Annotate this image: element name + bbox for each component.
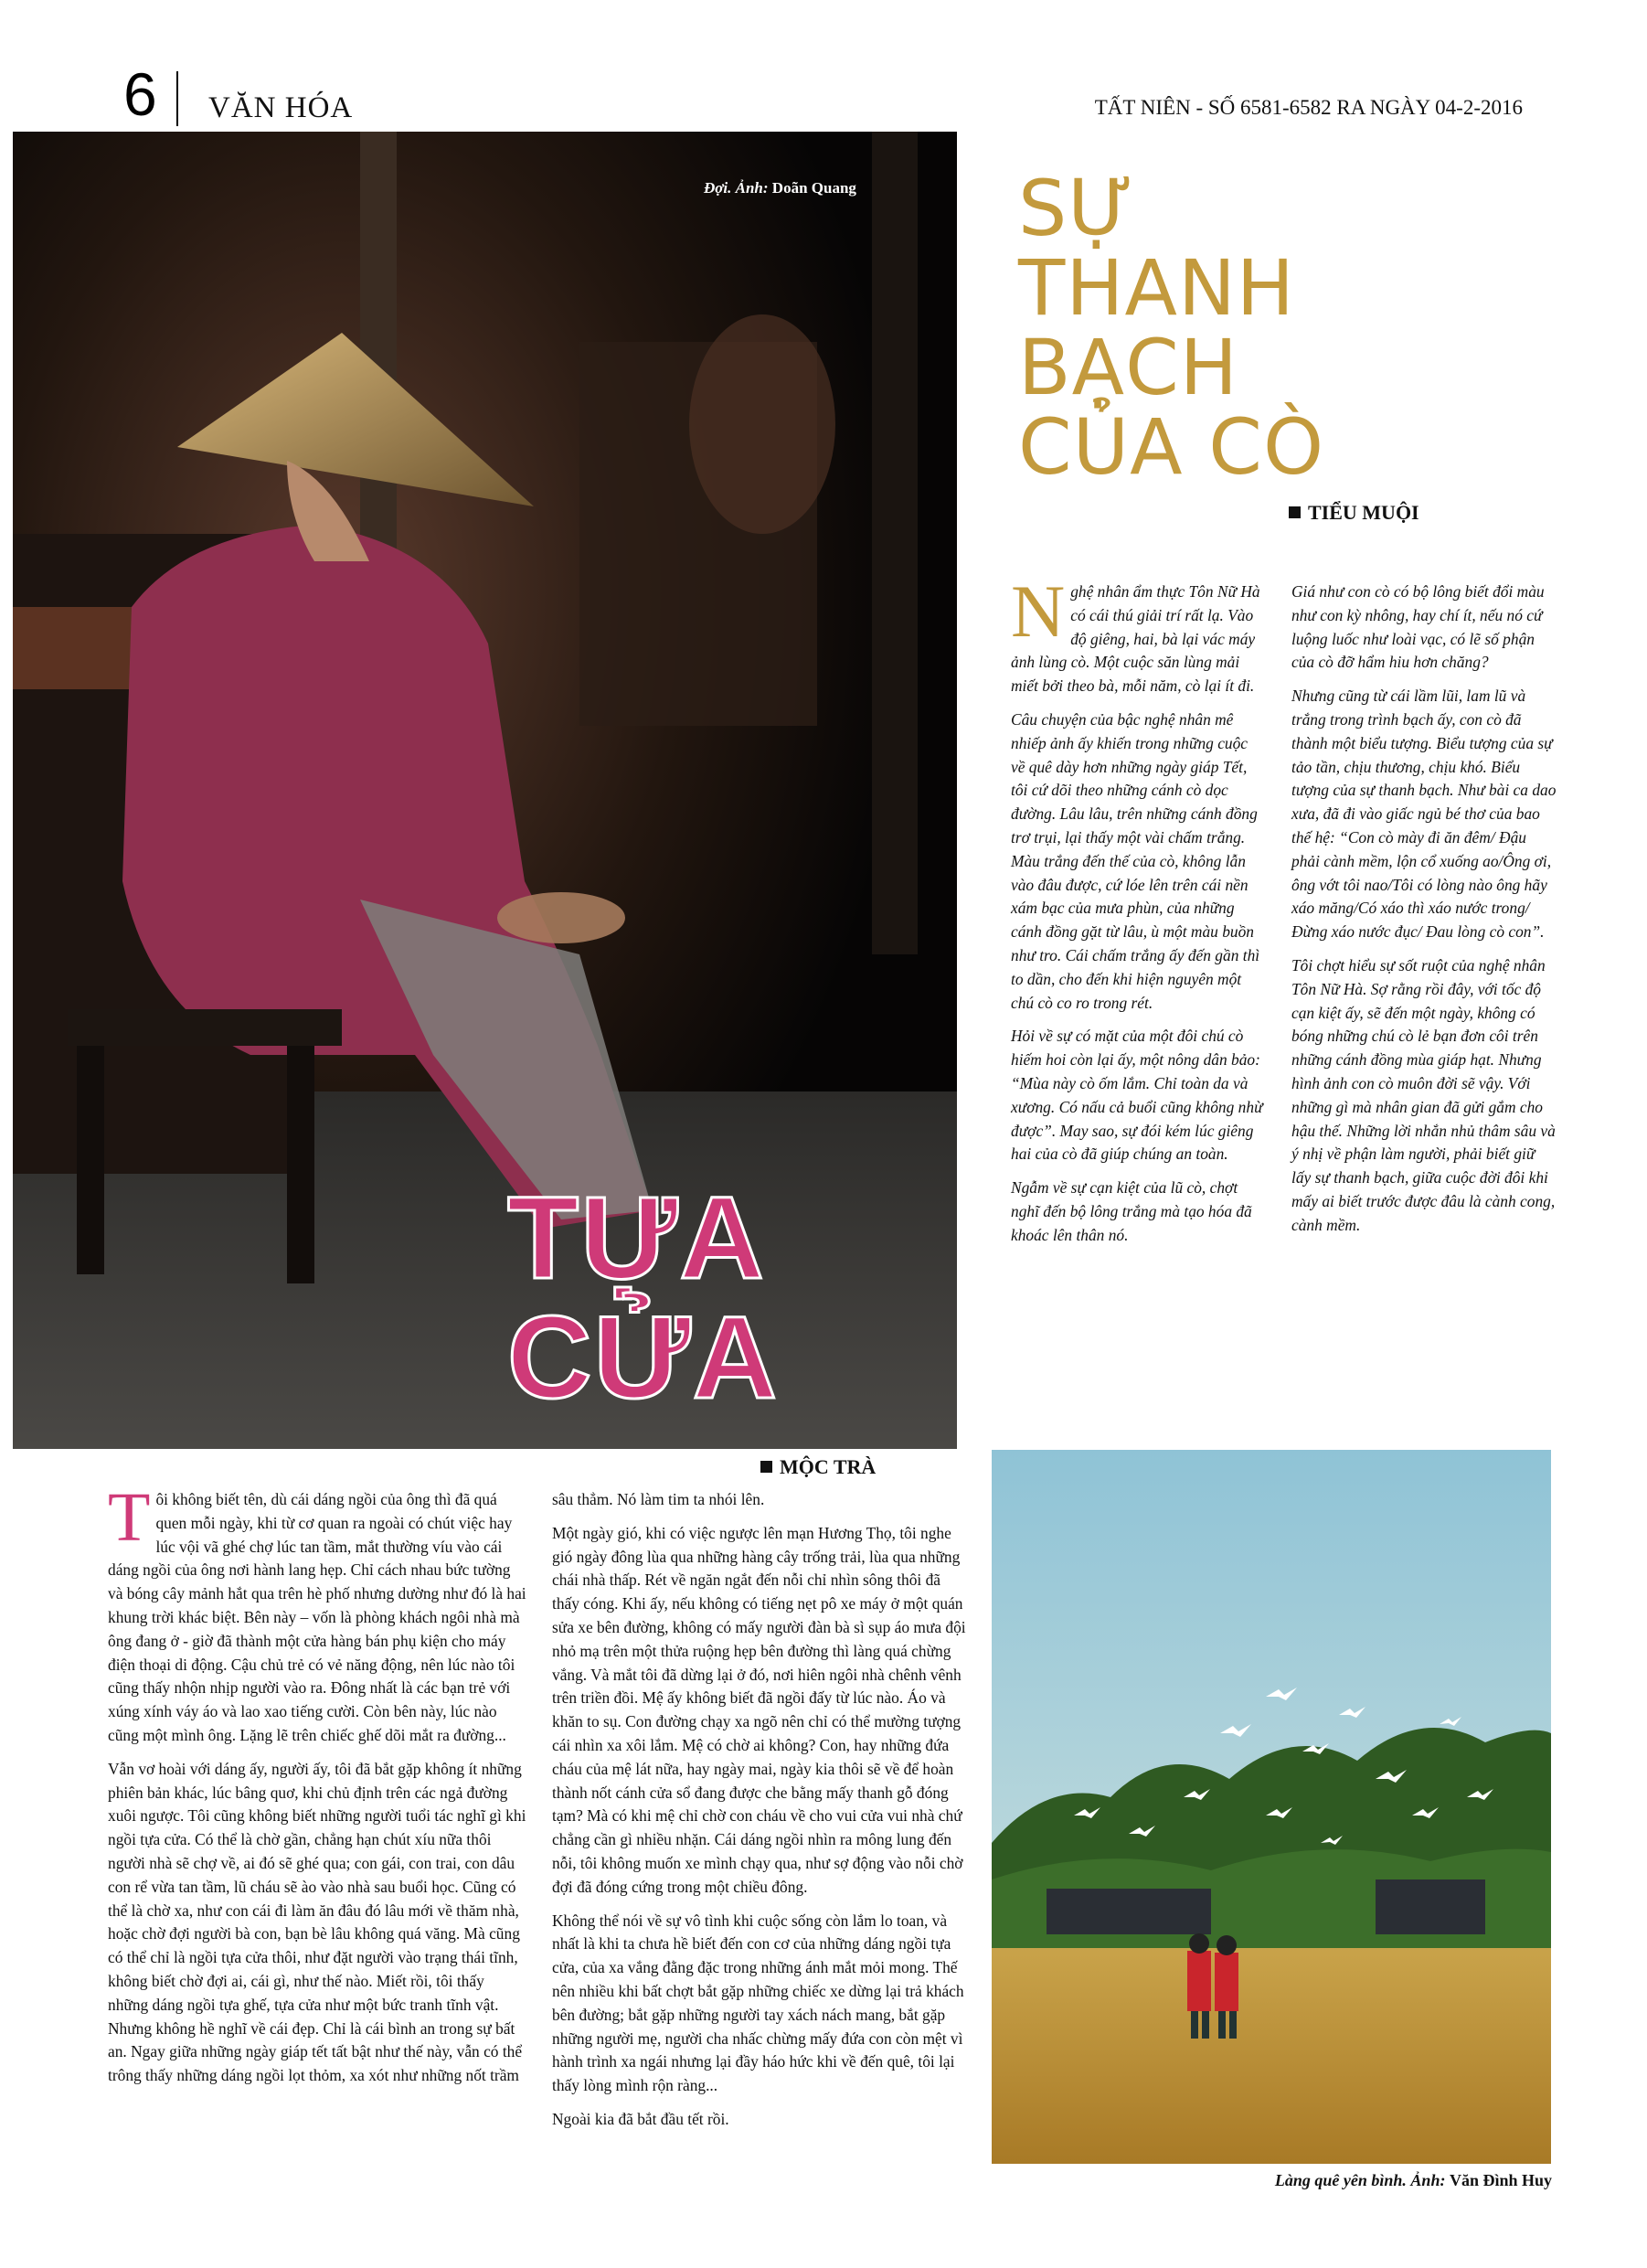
article1-author-name: MỘC TRÀ xyxy=(780,1455,877,1478)
article2-paragraph xyxy=(1011,570,1265,698)
article2-author xyxy=(1289,501,1419,525)
article2-title-line: SỰ xyxy=(1018,164,1135,253)
article2-column-1 xyxy=(1011,570,1265,1258)
photo-rice-field-egrets xyxy=(992,1450,1551,2164)
article2-paragraph: Tôi chợt hiểu sự sốt ruột của nghệ nhân Tôn Nữ Hà. Sợ rằng rồi đây, với tốc độ cạn kiệt ấy, sẽ đến một ngày, không có bóng những chú cò lẻ bạn đơn côi trên những cánh đồng mùa giáp hạt. Nhưng hình ảnh con cò muôn đời sẽ vậy. Với những gì mà nhân gian đã gửi gắm cho hậu thế. Những lời nhắn nhủ thâm sâu và ý nhị về phận làm người, phải biết giữ lấy sự thanh bạch, giữa cuộc đời đôi khi mấy ai biết trước được đâu là cành cong, cành mềm. xyxy=(1291,955,1556,1234)
photo1-caption-prefix: Đợi. Ảnh: xyxy=(704,179,769,197)
article1-dropcap: T xyxy=(108,1479,151,1556)
article2-paragraph: Ngẫm về sự cạn kiệt của lũ cò, chợt nghĩ đến bộ lông trắng mà tạo hóa đã khoác lên thân nó. xyxy=(1011,1178,1252,1244)
article1-paragraph: Vẫn vơ hoài với dáng ấy, người ấy, tôi đã bắt gặp không ít những phiên bản khác, lúc bâng quơ, khi chủ định trên các ngả đường xuôi ngược. Tôi cũng không biết những người tuổi tác nghĩ gì khi ngồi tựa cửa. Có thể là chờ gần, chẳng hạn chút xíu nữa thôi người nhà sẽ chợ về, ai đó sẽ ghé qua; con gái, con trai, con dâu con rể vừa tan tầm, lũ cháu sẽ ào vào nhà sau buổi học. Cũng có thể là chờ xa, như con cái đi làm ăn đâu đó lâu mới về thăm nhà, hoặc chờ đợi người bà con, bạn bè lâu không quá văng. Mà cũng có thể chỉ là ngồi tựa cửa thôi, như đặt người vào trạng thái tĩnh, không biết chờ đợi ai, cái gì, như thế nào. Miết rồi, tôi thấy những dáng ngồi tựa ghế, tựa cửa như một bức tranh tĩnh vật. Nhưng không hề nghĩ về cái đẹp. Chỉ là cái bình an trong sự bất an. Ngay giữa những ngày giáp tết tất bật như thế này, vẫn có thể trông thấy những dáng ngồi lọt thỏm, xa xót như những nốt trầm xyxy=(108,1759,526,2085)
photo2-caption xyxy=(1275,2171,1552,2190)
article1-author xyxy=(760,1455,876,1479)
photo1-caption xyxy=(704,179,856,197)
article2-paragraph: Câu chuyện của bậc nghệ nhân mê nhiếp ảnh ấy khiến trong những cuộc về quê dày hơn những ngày giáp Tết, tôi cứ dõi theo những cánh cò dọc đường. Lâu lâu, trên những cánh đồng trơ trụi, lại thấy một vài chấm trắng. Màu trắng đến thế của cò, không lẫn vào đâu được, cứ lóe lên trên cái nền xám bạc của mưa phùn, của những cánh đồng gặt từ lâu, ù một màu buồn như tro. Cái chấm trắng ấy đến gần thì to dần, cho đến khi hiện nguyên một chú cò co ro trong rét. xyxy=(1011,709,1260,1012)
photo1-caption-author: Doãn Quang xyxy=(771,179,856,197)
article2-paragraph: Nhưng cũng từ cái lầm lũi, lam lũ và trắng trong trình bạch ấy, con cò đã thành một biểu tượng. Biểu tượng của sự tảo tần, chịu thương, chịu khó. Biểu tượng của sự thanh bạch. Như bài ca dao xưa, đã đi vào giấc ngủ bé thơ của bao thế hệ: “Con cò mày đi ăn đêm/ Đậu phải cành mềm, lộn cổ xuống ao/Ông ơi, ông vớt tôi nao/Tôi có lòng nào ông hãy xáo măng/Có xáo thì xáo nước trong/Đừng xáo nước đục/ Đau lòng cò con”. xyxy=(1291,687,1557,942)
article2-title xyxy=(1018,164,1530,492)
article2-title-line: CỦA CÒ xyxy=(1018,402,1325,492)
issue-info: TẤT NIÊN - SỐ 6581-6582 RA NGÀY 04-2-2016 xyxy=(1094,96,1523,119)
article2-paragraph-text: ghệ nhân ẩm thực Tôn Nữ Hà có cái thú giải trí rất lạ. Vào độ giêng, hai, bà lại vác máy ảnh lùng cò. Một cuộc săn lùng mải miết bởi theo bà, mỗi năm, cò lại ít đi. xyxy=(1011,582,1260,696)
square-bullet-icon xyxy=(1289,506,1301,518)
article1-title-line: CỬA xyxy=(507,1292,780,1423)
article1-paragraph: Một ngày gió, khi có việc ngược lên mạn Hương Thọ, tôi nghe gió ngày đông lùa qua những hàng cây trống trải, lùa qua những chái nhà thấp. Rét về ngăn ngắt đến nỗi chỉ nhìn sông thôi đã thấy cóng. Khi ấy, nếu không có tiếng nẹt pô xe máy ở một quán sửa xe bên đường, không có mấy người đàn bà sì sụp áo mưa đội nhỏ mạ trên một thửa ruộng hẹp bên đường thì làng quá chừng vắng. Và mắt tôi đã dừng lại ở đó, nơi hiên ngôi nhà chênh vênh trên triền đồi. Mệ ấy không biết đã ngồi đấy từ lúc nào. Áo và khăn to sụ. Con đường chạy xa ngõ nên chỉ có thể mường tượng cái nhìn xa xôi lắm. Mệ có chờ ai không? Con, hay những đứa cháu của mệ lát nữa, hay ngày mai, ngày kia thôi sẽ về để hoàn thành nốt cánh cửa sổ đang được che bằng mấy thanh gỗ đóng tạm? Mà có khi mệ chỉ chờ con cháu về cho vui cửa vui nhà chứ chẳng cần gì nhiều nhặn. Cái dáng ngồi nhìn ra mông lung đến nỗi, tôi không muốn xe mình chạy qua, như sợ động vào nỗi chờ đợi đã đóng cứng trong một chiều đông. xyxy=(552,1523,966,1896)
article2-author-name: TIỂU MUỘI xyxy=(1308,501,1419,524)
photo2-caption-author: Văn Đình Huy xyxy=(1449,2171,1552,2189)
header-divider xyxy=(176,71,178,126)
article1-paragraph: sâu thẳm. Nó làm tim ta nhói lên. xyxy=(552,1490,765,1508)
article1-paragraph: Không thể nói về sự vô tình khi cuộc sống còn lắm lo toan, và nhất là khi ta chưa hề biết đến con cơ của những dáng ngồi tựa cửa, của xa vắng đằng đặc trong những ánh mắt mỏi mong. Thế nên nhiều khi bất chợt bắt gặp những chiếc xe dừng lại trả khách bên đường; bắt gặp những người tay xách nách mang, bắt gặp những người mẹ, người cha nhấc chừng mấy đứa con còn mệt vì hành trình xa ngái nhưng lại đầy háo hức khi về đến quê, tôi lại thấy lòng mình rộn ràng... xyxy=(552,1911,964,2095)
article2-paragraph: Giá như con cò có bộ lông biết đổi màu như con kỳ nhông, hay chí ít, nếu nó cứ luộng luốc như loài vạc, có lẽ số phận của cò đỡ hẩm hiu hơn chăng? xyxy=(1291,582,1545,672)
article1-column-1 xyxy=(108,1479,526,2098)
article2-paragraph: Hỏi về sự có mặt của một đôi chú cò hiếm hoi còn lại ấy, một nông dân bảo: “Mùa này cò ốm lắm. Chỉ toàn da và xương. Có nấu cả buổi cũng không nhừ được”. May sao, sự đói kém lúc giêng hai của cò đã giúp chúng an toàn. xyxy=(1011,1027,1263,1164)
article1-paragraph-text: ôi không biết tên, dù cái dáng ngồi của ông thì đã quá quen mỗi ngày, khi từ cơ quan ra ngoài có chút việc hay lúc vội vã ghé chợ lúc tan tầm, mắt thường víu vào cái dáng ngồi của ông nơi hành lang hẹp. Chỉ cách nhau bức tường và bóng cây mảnh hắt qua trên hè phố nhưng dường như đó là hai khung trời khác biệt. Bên này – vốn là phòng khách ngôi nhà mà ông đang ở - giờ đã thành một cửa hàng bán phụ kiện cho máy điện thoại di động. Cậu chủ trẻ có vẻ năng động, nên lúc nào tôi cũng thấy nhộn nhịp người vào ra. Đông nhất là các bạn trẻ với xúng xính váy áo và lao xao tiếng cười. Còn bên này, lúc nào cũng một mình ông. Lặng lẽ trên chiếc ghế dõi mắt ra đường... xyxy=(108,1490,526,1744)
article1-column-2 xyxy=(552,1488,969,2142)
article1-title-line: TỰA xyxy=(507,1173,766,1304)
article1-title xyxy=(507,1173,891,1423)
article2-title-line: BẠCH xyxy=(1018,323,1238,412)
article2-column-2 xyxy=(1291,580,1557,1248)
article1-paragraph xyxy=(108,1479,526,1748)
square-bullet-icon xyxy=(760,1461,772,1473)
article2-dropcap: N xyxy=(1011,570,1066,653)
page-number: 6 xyxy=(123,60,157,128)
section-title: VĂN HÓA xyxy=(208,91,354,124)
photo2-caption-prefix: Làng quê yên bình. Ảnh: xyxy=(1274,2171,1446,2189)
article1-paragraph: Ngoài kia đã bắt đầu tết rồi. xyxy=(552,2109,729,2128)
article2-title-line: THANH xyxy=(1018,243,1295,333)
